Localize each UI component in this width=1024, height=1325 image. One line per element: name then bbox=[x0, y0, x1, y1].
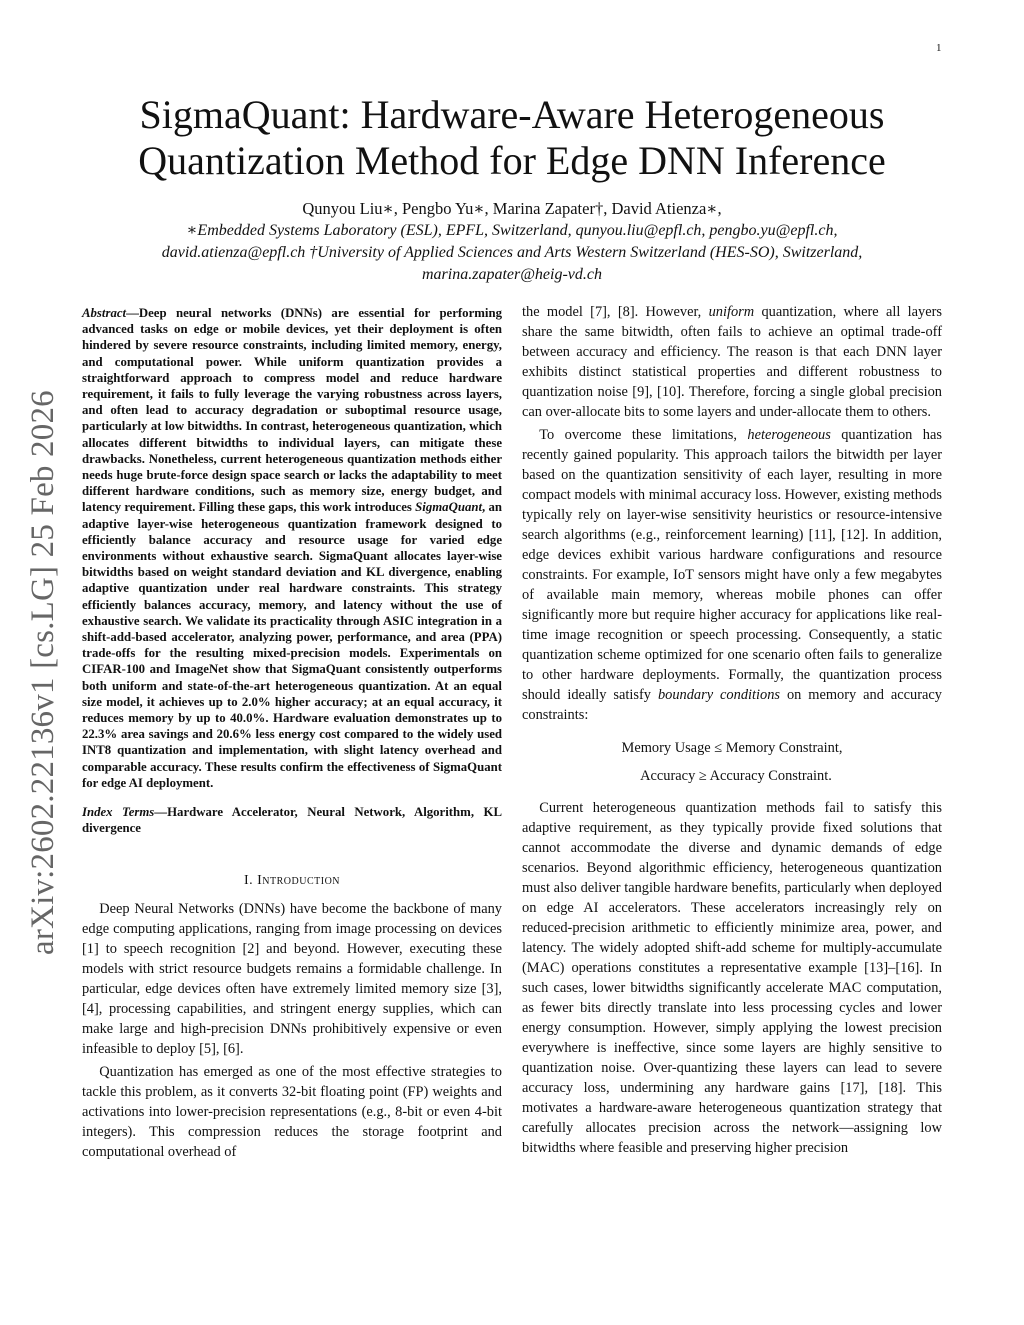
affiliation-line-2: david.atienza@epfl.ch †University of Applied Sciences and Arts Western Switzerland (HES-SO), Switzerland, bbox=[161, 244, 863, 261]
title-line-1: SigmaQuant: Hardware-Aware Heterogeneous bbox=[139, 92, 885, 137]
page-number: 1 bbox=[936, 42, 942, 54]
emphasis-uniform: uniform bbox=[708, 304, 755, 320]
left-column bbox=[82, 305, 502, 1162]
abstract bbox=[82, 305, 502, 791]
constraint-equations bbox=[522, 734, 942, 790]
index-terms bbox=[82, 804, 502, 836]
text-span: the model [7], [8]. However, bbox=[522, 304, 709, 320]
equation-accuracy: Accuracy ≥ Accuracy Constraint. bbox=[640, 768, 832, 784]
text-span: quantization has recently gained popularity. This approach tailors the bitwidth per layer based on the quantization sensitivity of each layer, resulting in more compact models with minimal accuracy loss. However, existing methods typically rely on layer-wise sensitivity heuristics or resource-intensive search algorithms (e.g., reinforcement learning) [11], [12]. In addition, edge devices exhibit various hardware configurations and resource constraints. For example, IoT sensors might have only a few megabytes of available main memory, whereas mobile phones can offer significantly more but require higher accuracy for applications like real-time image recognition or speech processing. Consequently, a static quantization scheme optimized for one scenario often fails to generalize to other hardware deployments. Formally, the quantization process should ideally satisfy bbox=[522, 427, 942, 703]
section-title: Introduction bbox=[257, 872, 341, 888]
right-paragraph-3: Current heterogeneous quantization methods fail to satisfy this adaptive requirement, as they typically provide fixed solutions that cannot accommodate the diverse and dynamic demands of edge scenarios. Beyond algorithmic efficiency, heterogeneous quantization must also deliver tangible hardware benefits, particularly when deployed on edge AI accelerators. These accelerators increasingly rely on reduced-precision arithmetic to efficiently minimize area, power, and latency. The widely adopted shift-add scheme for multiply-accumulate (MAC) operations constitutes a representative example [13]–[16]. In such cases, lower bitwidths significantly accelerate MAC computation, as fewer bits directly translate into less processing cycles and lower energy consumption. However, simply applying the lowest precision everywhere is ineffective, since some layers are highly sensitive to quantization noise. Over-quantizing these layers can lead to severe accuracy loss, undermining any hardware gains [17], [18]. This motivates a hardware-aware heterogeneous quantization strategy that carefully allocates precision across the network—assigning low bitwidths where feasible and preserving higher precision bbox=[522, 800, 942, 1156]
arxiv-stamp: arXiv:2602.22136v1 [cs.LG] 25 Feb 2026 bbox=[25, 390, 61, 955]
emphasis-heterogeneous: heterogeneous bbox=[747, 427, 831, 443]
abstract-label: Abstract bbox=[82, 306, 127, 320]
right-paragraph-1 bbox=[522, 302, 942, 422]
abstract-method-name: SigmaQuant bbox=[415, 500, 483, 515]
section-number: I. bbox=[243, 872, 254, 888]
right-column bbox=[522, 302, 942, 1158]
intro-body-left bbox=[82, 899, 502, 1162]
text-span: To overcome these limitations, bbox=[539, 427, 748, 443]
author-list: Qunyou Liu∗, Pengbo Yu∗, Marina Zapater†, David Atienza∗, bbox=[302, 199, 722, 218]
affiliation-line-3: marina.zapater@heig-vd.ch bbox=[421, 266, 603, 283]
title-line-2: Quantization Method for Edge DNN Inference bbox=[138, 138, 886, 183]
section-heading-introduction bbox=[82, 873, 502, 889]
intro-paragraph-1: Deep Neural Networks (DNNs) have become the backbone of many edge computing applications, ranging from image processing on devices [1] to speech recognition [2] and beyond. However, executing these models with strict resource budgets remains a formidable challenge. In particular, edge devices often have extremely limited memory size [3], [4], processing capabilities, and stringent energy supplies, which can make large and high-precision DNNs prohibitively expensive or even infeasible to deploy [5], [6]. bbox=[82, 900, 502, 1057]
index-terms-text: —Hardware Accelerator, Neural Network, Algorithm, KL divergence bbox=[82, 805, 502, 836]
paper-title bbox=[100, 92, 924, 184]
emphasis-boundary-conditions: boundary conditions bbox=[657, 687, 780, 703]
index-terms-label: Index Terms bbox=[82, 805, 155, 820]
intro-paragraph-2: Quantization has emerged as one of the most effective strategies to tackle this problem, as it converts 32-bit floating point (FP) weights and activations into lower-precision representations (e.g., 8-bit or even 4-bit integers). This compression reduces the storage footprint and computational overhead of bbox=[82, 1063, 502, 1160]
text-span: on memory and accuracy constraints: bbox=[522, 687, 943, 723]
affiliation-line-1: ∗Embedded Systems Laboratory (ESL), EPFL, Switzerland, qunyou.liu@epfl.ch, pengbo.yu@epfl.ch, bbox=[186, 222, 838, 239]
right-paragraph-2 bbox=[522, 425, 942, 725]
abstract-text-2: , an adaptive layer-wise heterogeneous quantization framework designed to efficiently balance accuracy and resource usage for varied edge environments without exhaustive search. SigmaQuant allocates layer-wise bitwidths based on weight standard deviation and KL divergence, enabling adaptive quantization under real hardware constraints. This strategy efficiently balances accuracy, memory, and latency without the use of exhaustive search. We validate its practicality through ASIC integration in a shift-add-based accelerator, analyzing power, performance, and area (PPA) trade-offs for the resulting mixed-precision models. Experimentals on CIFAR-100 and ImageNet show that SigmaQuant consistently outperforms both uniform and state-of-the-art heterogeneous quantization. At an equal size model, it achieves up to 2.0% higher accuracy; at an equal accuracy, it reduces memory by up to 40.0%. Hardware evaluation demonstrates up to 22.3% area savings and 20.6% less energy cost compared to the widely used INT8 quantization and implementation, with slight latency overhead and comparable accuracy. These results confirm the effectiveness of SigmaQuant for edge AI deployment. bbox=[82, 500, 502, 790]
abstract-text-1: —Deep neural networks (DNNs) are essential for performing advanced tasks on edge or mobile devices, yet their deployment is often hindered by severe resource constraints, including limited memory, energy, and computational power. While uniform quantization provides a straightforward approach to compress model and reduce hardware requirement, it fails to fully leverage the varying robustness across layers, and often lead to accuracy degradation or suboptimal resource usage, particularly at low bitwidths. In contrast, heterogeneous quantization, which allocates different bitwidths to individual layers, can mitigate these drawbacks. Nonetheless, current heterogeneous quantization methods either needs huge brute-force design space search or lacks the adaptability to meet different hardware conditions, such as memory size, energy budget, and latency requirement. Filling these gaps, this work introduces bbox=[82, 306, 502, 515]
affiliations bbox=[100, 220, 924, 286]
text-span: quantization, where all layers share the same bitwidth, often fails to achieve an optimal trade-off between accuracy and efficiency. The reason is that each DNN layer exhibits distinct statistical properties and different robustness to quantization noise [9], [10]. Therefore, forcing a single global precision can over-allocate bits to some layers and under-allocate them to others. bbox=[522, 304, 942, 420]
equation-memory: Memory Usage ≤ Memory Constraint, bbox=[621, 740, 843, 756]
